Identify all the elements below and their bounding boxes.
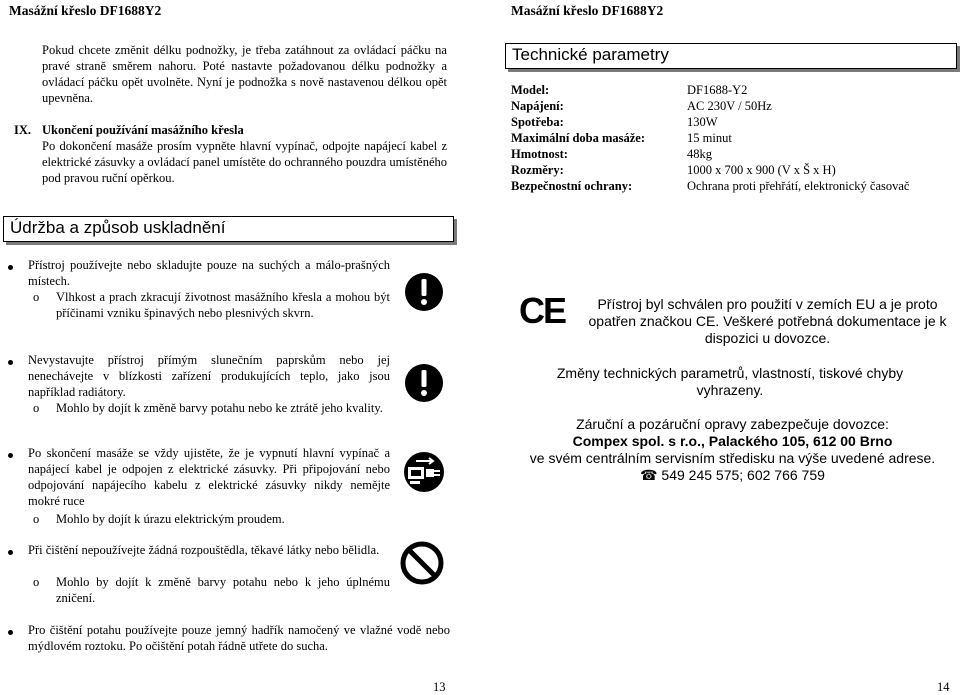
service-center-text: ve svém centrálním servisním středisku na výše uvedené adrese. xyxy=(529,450,936,466)
section-title: Ukončení používání masážního křesla xyxy=(42,123,244,137)
spec-row xyxy=(511,98,909,114)
spec-row xyxy=(511,178,909,194)
spec-value: Ochrana proti přehřátí, elektronický časovač xyxy=(687,179,910,193)
spec-label: Rozměry: xyxy=(511,163,564,177)
warranty-intro: Záruční a pozáruční opravy zabezpečuje dovozce: xyxy=(576,416,889,432)
footrest-paragraph: Pokud chcete změnit délku podnožky, je třeba zatáhnout za ovládací páčku na pravé straně směrem nahoru. Poté nastavte požadovanou délku podnožky a ovládací páčku opět uvolněte. Nyní je podnožka s nově nastavenou délkou opět upevněna. xyxy=(42,43,447,105)
maintenance-item-5: Pro čištění potahu používejte pouze jemný hadřík namočený ve vlažné vodě nebo mýdlovém roztoku. Po očištění potah řádně utřete do sucha. xyxy=(28,623,450,653)
spec-row xyxy=(511,146,909,162)
spec-label: Bezpečnostní ochrany: xyxy=(511,179,633,193)
maintenance-heading: Údržba a způsob uskladnění xyxy=(3,216,454,242)
maintenance-item-3: Po skončení masáže se vždy ujistěte, že je vypnutí hlavní vypínač a napájecí kabel je odpojen z elektrické zásuvky. Při připojování nebo odpojování napájecího kabelu z elektrické zásuvky nikdy nemějte mokré ruce xyxy=(28,446,390,508)
spec-value: 1000 x 700 x 900 (V x Š x H) xyxy=(687,163,836,177)
spec-label: Napájení: xyxy=(511,99,564,113)
page-number-left: 13 xyxy=(433,680,446,694)
bullet-dot xyxy=(8,630,13,635)
maintenance-item-1-sub: Vlhkost a prach zkracují životnost masážního křesla a mohou být příčinami vzniku špinavých nebo plesnivých skvrn. xyxy=(56,290,390,320)
spec-value: DF1688-Y2 xyxy=(687,83,748,97)
maintenance-item-3-sub: Mohlo by dojít k úrazu elektrickým proudem. xyxy=(56,512,285,526)
spec-value: AC 230V / 50Hz xyxy=(687,99,772,113)
right-page-header: Masážní křeslo DF1688Y2 xyxy=(511,3,664,18)
sub-marker: o xyxy=(33,512,40,526)
bullet-dot xyxy=(8,360,13,365)
spec-row xyxy=(511,130,909,146)
spec-row xyxy=(511,114,909,130)
spec-label: Spotřeba: xyxy=(511,115,564,129)
maintenance-item-2-sub: Mohlo by dojít k změně barvy potahu nebo ke ztrátě jeho kvality. xyxy=(56,401,383,415)
bullet-dot xyxy=(8,550,13,555)
section-text: Po dokončení masáže prosím vypněte hlavní vypínač, odpojte napájecí kabel z elektrické zásuvky a ovládací panel umístěte do ochranného pouzdra umístěného pod pravou ruční opěrkou. xyxy=(42,139,447,185)
page-number-right: 14 xyxy=(937,680,950,694)
prohibited-icon xyxy=(399,540,445,586)
ce-mark-icon: CE xyxy=(519,290,566,331)
warning-icon xyxy=(404,272,444,312)
telephone-icon: ☎ xyxy=(640,467,658,483)
ce-approval-text: Přístroj byl schválen pro použití v zemích EU a je proto opatřen značkou CE. Veškeré potřebná dokumentace je k dispozici u dovozce. xyxy=(588,296,947,346)
spec-value: 130W xyxy=(687,115,718,129)
maintenance-item-2: Nevystavujte přístroj přímým slunečním paprskům nebo jej nenechávejte v blízkosti zařízení produkujících teplo, jako jsou například radiátory. xyxy=(28,353,390,399)
section-number: IX. xyxy=(14,123,32,137)
phone-line xyxy=(505,467,960,484)
spec-label: Maximální doba masáže: xyxy=(511,131,646,145)
spec-value: 15 minut xyxy=(687,131,732,145)
maintenance-item-4-sub: Mohlo by dojít k změně barvy potahu nebo k jeho úplnému zničení. xyxy=(56,575,390,605)
maintenance-item-4: Při čištění nepoužívejte žádná rozpouštědla, těkavé látky nebo bělidla. xyxy=(28,543,380,557)
tech-params-table xyxy=(511,82,909,194)
sub-marker: o xyxy=(33,575,40,589)
sub-marker: o xyxy=(33,290,40,304)
changes-reserved-text: Změny technických parametrů, vlastností, tiskové chyby vyhrazeny. xyxy=(556,365,904,398)
spec-value: 48kg xyxy=(687,147,712,161)
phone-numbers: 549 245 575; 602 766 759 xyxy=(661,467,825,483)
unplug-icon xyxy=(402,451,446,493)
warranty-block xyxy=(505,416,960,484)
bullet-dot xyxy=(8,265,13,270)
importer-address: Compex spol. s r.o., Palackého 105, 612 00 Brno xyxy=(572,433,893,449)
spec-row xyxy=(511,82,909,98)
maintenance-item-1: Přístroj používejte nebo skladujte pouze na suchých a málo-prašných místech. xyxy=(28,258,390,288)
warning-icon xyxy=(404,363,444,403)
tech-params-heading: Technické parametry xyxy=(505,43,957,69)
spec-label: Hmotnost: xyxy=(511,147,568,161)
sub-marker: o xyxy=(33,401,40,415)
bullet-dot xyxy=(8,453,13,458)
spec-label: Model: xyxy=(511,83,550,97)
spec-row xyxy=(511,162,909,178)
left-page-header: Masážní křeslo DF1688Y2 xyxy=(9,3,162,18)
